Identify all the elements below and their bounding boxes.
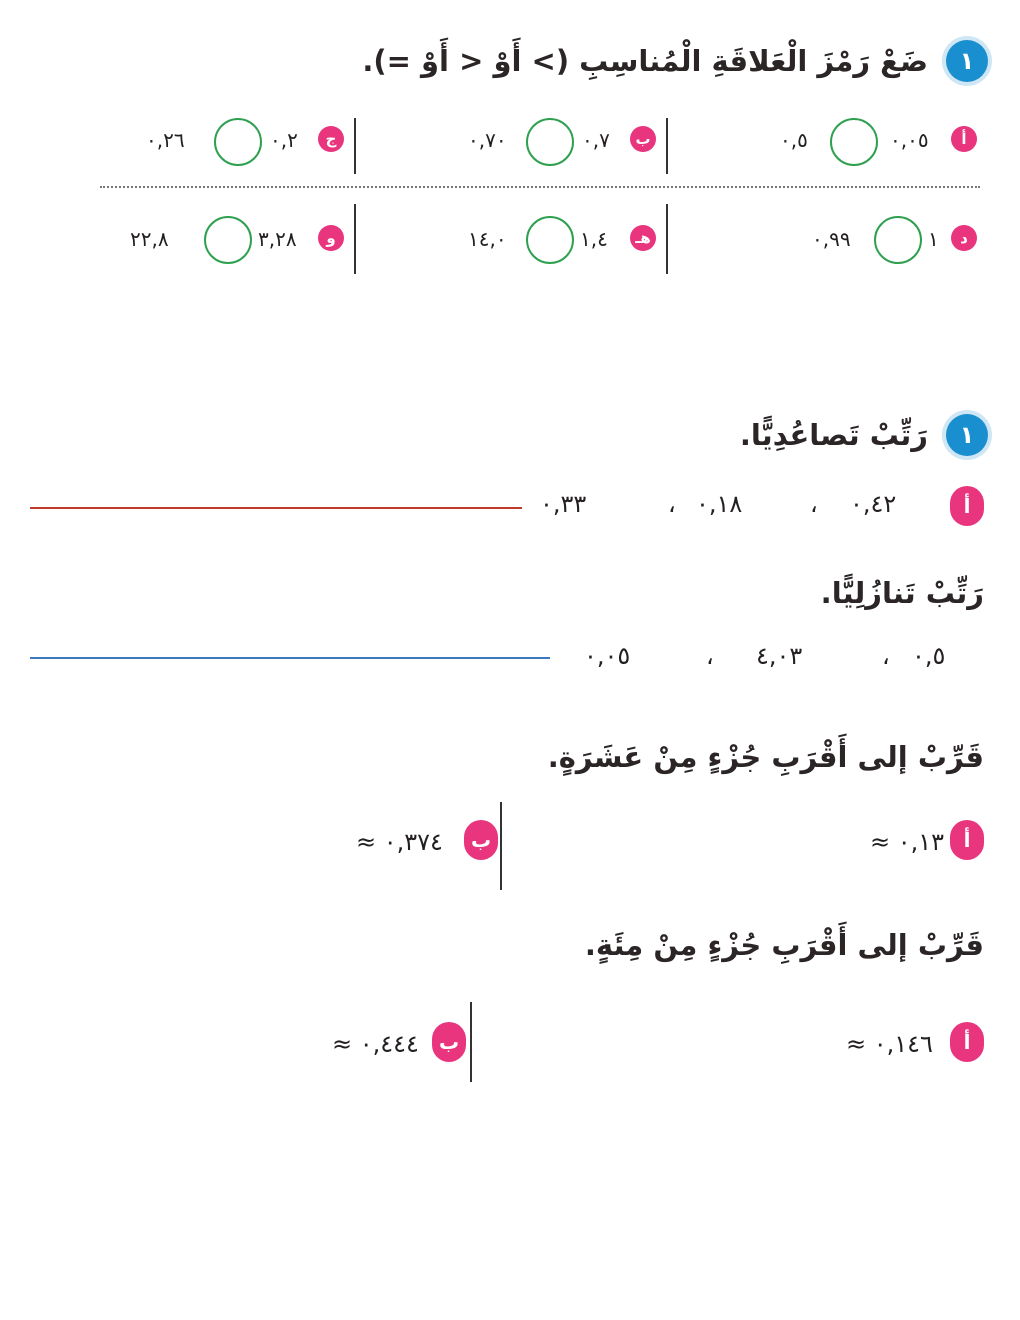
column-divider [666, 204, 668, 274]
right-value: ٠,٩٩ [812, 227, 851, 251]
number-value: ٠,٤٢ [850, 490, 897, 518]
item-letter-badge: ب [630, 126, 656, 152]
answer-circle[interactable] [830, 118, 878, 166]
answer-line[interactable] [30, 507, 522, 509]
rounding-expression: ٠,٣٧٤ ≈ [356, 828, 443, 856]
answer-circle[interactable] [526, 216, 574, 264]
right-value: ١٤,٠ [468, 227, 507, 251]
left-value: ٠,٧ [582, 128, 610, 152]
column-divider [354, 118, 356, 174]
item-letter-badge: ب [432, 1022, 466, 1062]
answer-circle[interactable] [204, 216, 252, 264]
item-letter-badge: أ [951, 126, 977, 152]
left-value: ١,٤ [580, 227, 608, 251]
column-divider [354, 204, 356, 274]
right-value: ٠,٥ [780, 128, 808, 152]
item-letter-badge: د [951, 225, 977, 251]
item-letter-badge: و [318, 225, 344, 251]
answer-circle[interactable] [526, 118, 574, 166]
number-value: ٠,١٨ [696, 490, 743, 518]
exercise-number-badge: ١ [946, 414, 988, 456]
separator-comma: ، [882, 642, 890, 670]
left-value: ٣,٢٨ [258, 227, 297, 251]
exercise-title: قَرِّبْ إلى أَقْرَبِ جُزْءٍ مِنْ عَشَرَةٍ. [547, 740, 984, 774]
exercise-title: ضَعْ رَمْزَ الْعَلاقَةِ الْمُناسِبِ (> أَوْ < أَوْ =). [362, 44, 928, 78]
answer-circle[interactable] [874, 216, 922, 264]
exercise-number-badge: ١ [946, 40, 988, 82]
item-letter-badge: ب [464, 820, 498, 860]
number-value: ٠,٥ [912, 642, 946, 670]
left-value: ٠,٢ [270, 128, 298, 152]
column-divider [500, 802, 502, 890]
row-separator [100, 186, 980, 188]
rounding-expression: ٠,١٤٦ ≈ [846, 1030, 933, 1058]
separator-comma: ، [668, 490, 676, 518]
rounding-expression: ٠,٤٤٤ ≈ [332, 1030, 419, 1058]
answer-line[interactable] [30, 657, 550, 659]
column-divider [666, 118, 668, 174]
left-value: ١ [928, 227, 939, 251]
left-value: ٠,٠٥ [890, 128, 929, 152]
right-value: ٢٢,٨ [130, 227, 169, 251]
rounding-expression: ٠,١٣ ≈ [870, 828, 945, 856]
item-letter-badge: أ [950, 486, 984, 526]
number-value: ٤,٠٣ [756, 642, 803, 670]
right-value: ٠,٢٦ [146, 128, 185, 152]
answer-circle[interactable] [214, 118, 262, 166]
column-divider [470, 1002, 472, 1082]
separator-comma: ، [810, 490, 818, 518]
exercise-title: قَرِّبْ إلى أَقْرَبِ جُزْءٍ مِنْ مِئَةٍ. [584, 928, 984, 962]
item-letter-badge: أ [950, 820, 984, 860]
exercise-title: رَتِّبْ تَصاعُدِيًّا. [739, 418, 928, 452]
number-value: ٠,٣٣ [540, 490, 587, 518]
exercise-title: رَتِّبْ تَنازُلِيًّا. [820, 576, 984, 610]
right-value: ٠,٧٠ [468, 128, 507, 152]
item-letter-badge: ج [318, 126, 344, 152]
item-letter-badge: هـ [630, 225, 656, 251]
item-letter-badge: أ [950, 1022, 984, 1062]
number-value: ٠,٠٥ [584, 642, 631, 670]
separator-comma: ، [706, 642, 714, 670]
